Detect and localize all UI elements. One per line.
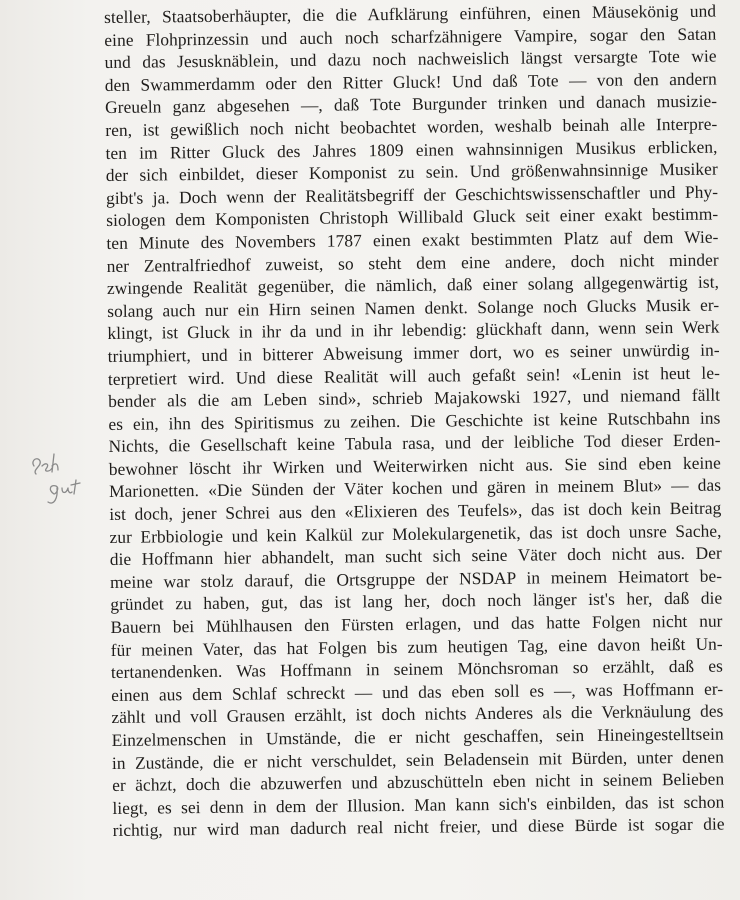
text-line: ten im Ritter Gluck des Jahres 1809 einen wahnsinnigen Musikus erblicken, <box>105 136 718 163</box>
text-line: ner Zentralfriedhof zuweist, so steht dem eine andere, doch nicht minder <box>106 249 719 276</box>
text-line: klingt, ist Gluck in ihr da und in ihr lebendig: glückhaft dann, wenn sein Werk <box>107 316 720 344</box>
text-line: Greueln ganz abgesehen —, daß Tote Burgunder trinken und danach musizie- <box>104 90 718 118</box>
text-line: liegt, es sei denn in dem der Illusion. Man kann sich's einbilden, das ist schon <box>112 791 725 818</box>
text-line: ren, ist gewißlich noch nicht beobachtet worden, weshalb beinah alle Interpre- <box>105 113 718 140</box>
text-line: bender als die am Leben sind», schrieb Majakowski 1927, und niemand fällt <box>108 384 721 412</box>
pencil-annotation-icon <box>24 436 104 516</box>
text-line: tertanendenken. Was Hoffmann in seinem Mönchsroman so erzählt, daß es <box>110 655 724 683</box>
handwritten-margin-note <box>24 436 104 516</box>
text-line: die Hoffmann hier abhandelt, man sucht sich seine Väter doch nicht aus. Der <box>109 542 722 570</box>
text-line: zur Erbbiologie und kein Kalkül zur Molekulargenetik, das ist doch unsre Sache, <box>109 520 722 547</box>
text-line: gründet zu haben, gut, das ist lang her, doch noch länger ist's her, daß die <box>110 587 723 615</box>
text-line: triumphiert, und in bitterer Abweisung immer dort, wo es seiner unwürdig in- <box>107 339 720 366</box>
text-line: gibt's ja. Doch wenn der Realitätsbegriff der Geschichtswissenschaftler und Phy- <box>105 181 719 208</box>
text-line: Nichts, die Gesellschaft keine Tabula rasa, und der leibliche Tod dieser Erden- <box>108 429 721 457</box>
body-text <box>104 0 725 842</box>
text-line: für meinen Vater, das hat Folgen bis zum heutigen Tag, eine davon heißt Un- <box>110 633 723 660</box>
text-line: zählt und voll Grausen erzählt, ist doch nichts Anderes als die Verknäulung des <box>111 700 724 728</box>
text-line: solang auch nur ein Hirn seinen Namen denkt. Solange noch Glucks Musik er- <box>107 294 720 321</box>
text-line: er ächzt, doch die abzuwerfen und abzuschütteln eben nicht in seinem Belieben <box>112 768 725 796</box>
text-line: terpretiert wird. Und diese Realität will auch gefaßt sein! «Lenin ist heut le- <box>107 362 720 389</box>
text-line: eine Flohprinzessin und auch noch scharfzähnigere Vampire, sogar den Satan <box>104 23 717 50</box>
text-line: in Zustände, die er nicht verschuldet, sein Beladensein mit Bürden, unter denen <box>111 746 724 773</box>
text-line: ten Minute des Novembers 1787 einen exakt bestimmten Platz auf dem Wie- <box>106 226 719 253</box>
text-line: richtig, nur wird man dadurch real nicht freier, und diese Bürde ist sogar die <box>112 813 725 841</box>
text-line: meine war stolz darauf, die Ortsgruppe der NSDAP in meinem Heimatort be- <box>109 565 723 592</box>
text-line: Marionetten. «Die Sünden der Väter kochen und gären in meinem Blut» — das <box>108 475 722 502</box>
text-line: steller, Staatsoberhäupter, die die Aufklärung einführen, einen Mäusekönig und <box>104 0 717 27</box>
text-line: es ein, ihn des Spiritismus zu zeihen. Die Geschichte ist keine Rutschbahn ins <box>108 407 721 434</box>
text-line: und das Jesusknäblein, und dazu noch nachweislich längst versargte Tote wie <box>104 45 717 73</box>
text-line: Einzelmenschen in Umstände, die er nicht geschaffen, sein Hineingestelltsein <box>111 723 724 750</box>
text-line: Bauern bei Mühlhausen den Fürsten erlagen, und das hatte Folgen nicht nur <box>110 610 723 637</box>
text-line: zwingende Realität gegenüber, die nämlich, daß einer solang allgegenwärtig ist, <box>106 271 720 299</box>
text-line: bewohner löscht ihr Wirken und Weiterwirken nicht aus. Sie sind eben keine <box>108 452 721 479</box>
text-line: der sich einbildet, dieser Komponist zu sein. Und größenwahnsinnige Musiker <box>105 158 718 186</box>
text-line: den Swammerdamm oder den Ritter Gluck! Und daß Tote — von den andern <box>104 68 717 95</box>
text-line: siologen dem Komponisten Christoph Willibald Gluck seit einer exakt bestimm- <box>106 203 719 231</box>
text-line: einen aus dem Schlaf schreckt — und das eben soll es —, was Hoffmann er- <box>111 678 724 705</box>
text-line: ist doch, jener Schrei aus den «Elixieren des Teufels», das ist doch kein Beitrag <box>109 497 722 525</box>
